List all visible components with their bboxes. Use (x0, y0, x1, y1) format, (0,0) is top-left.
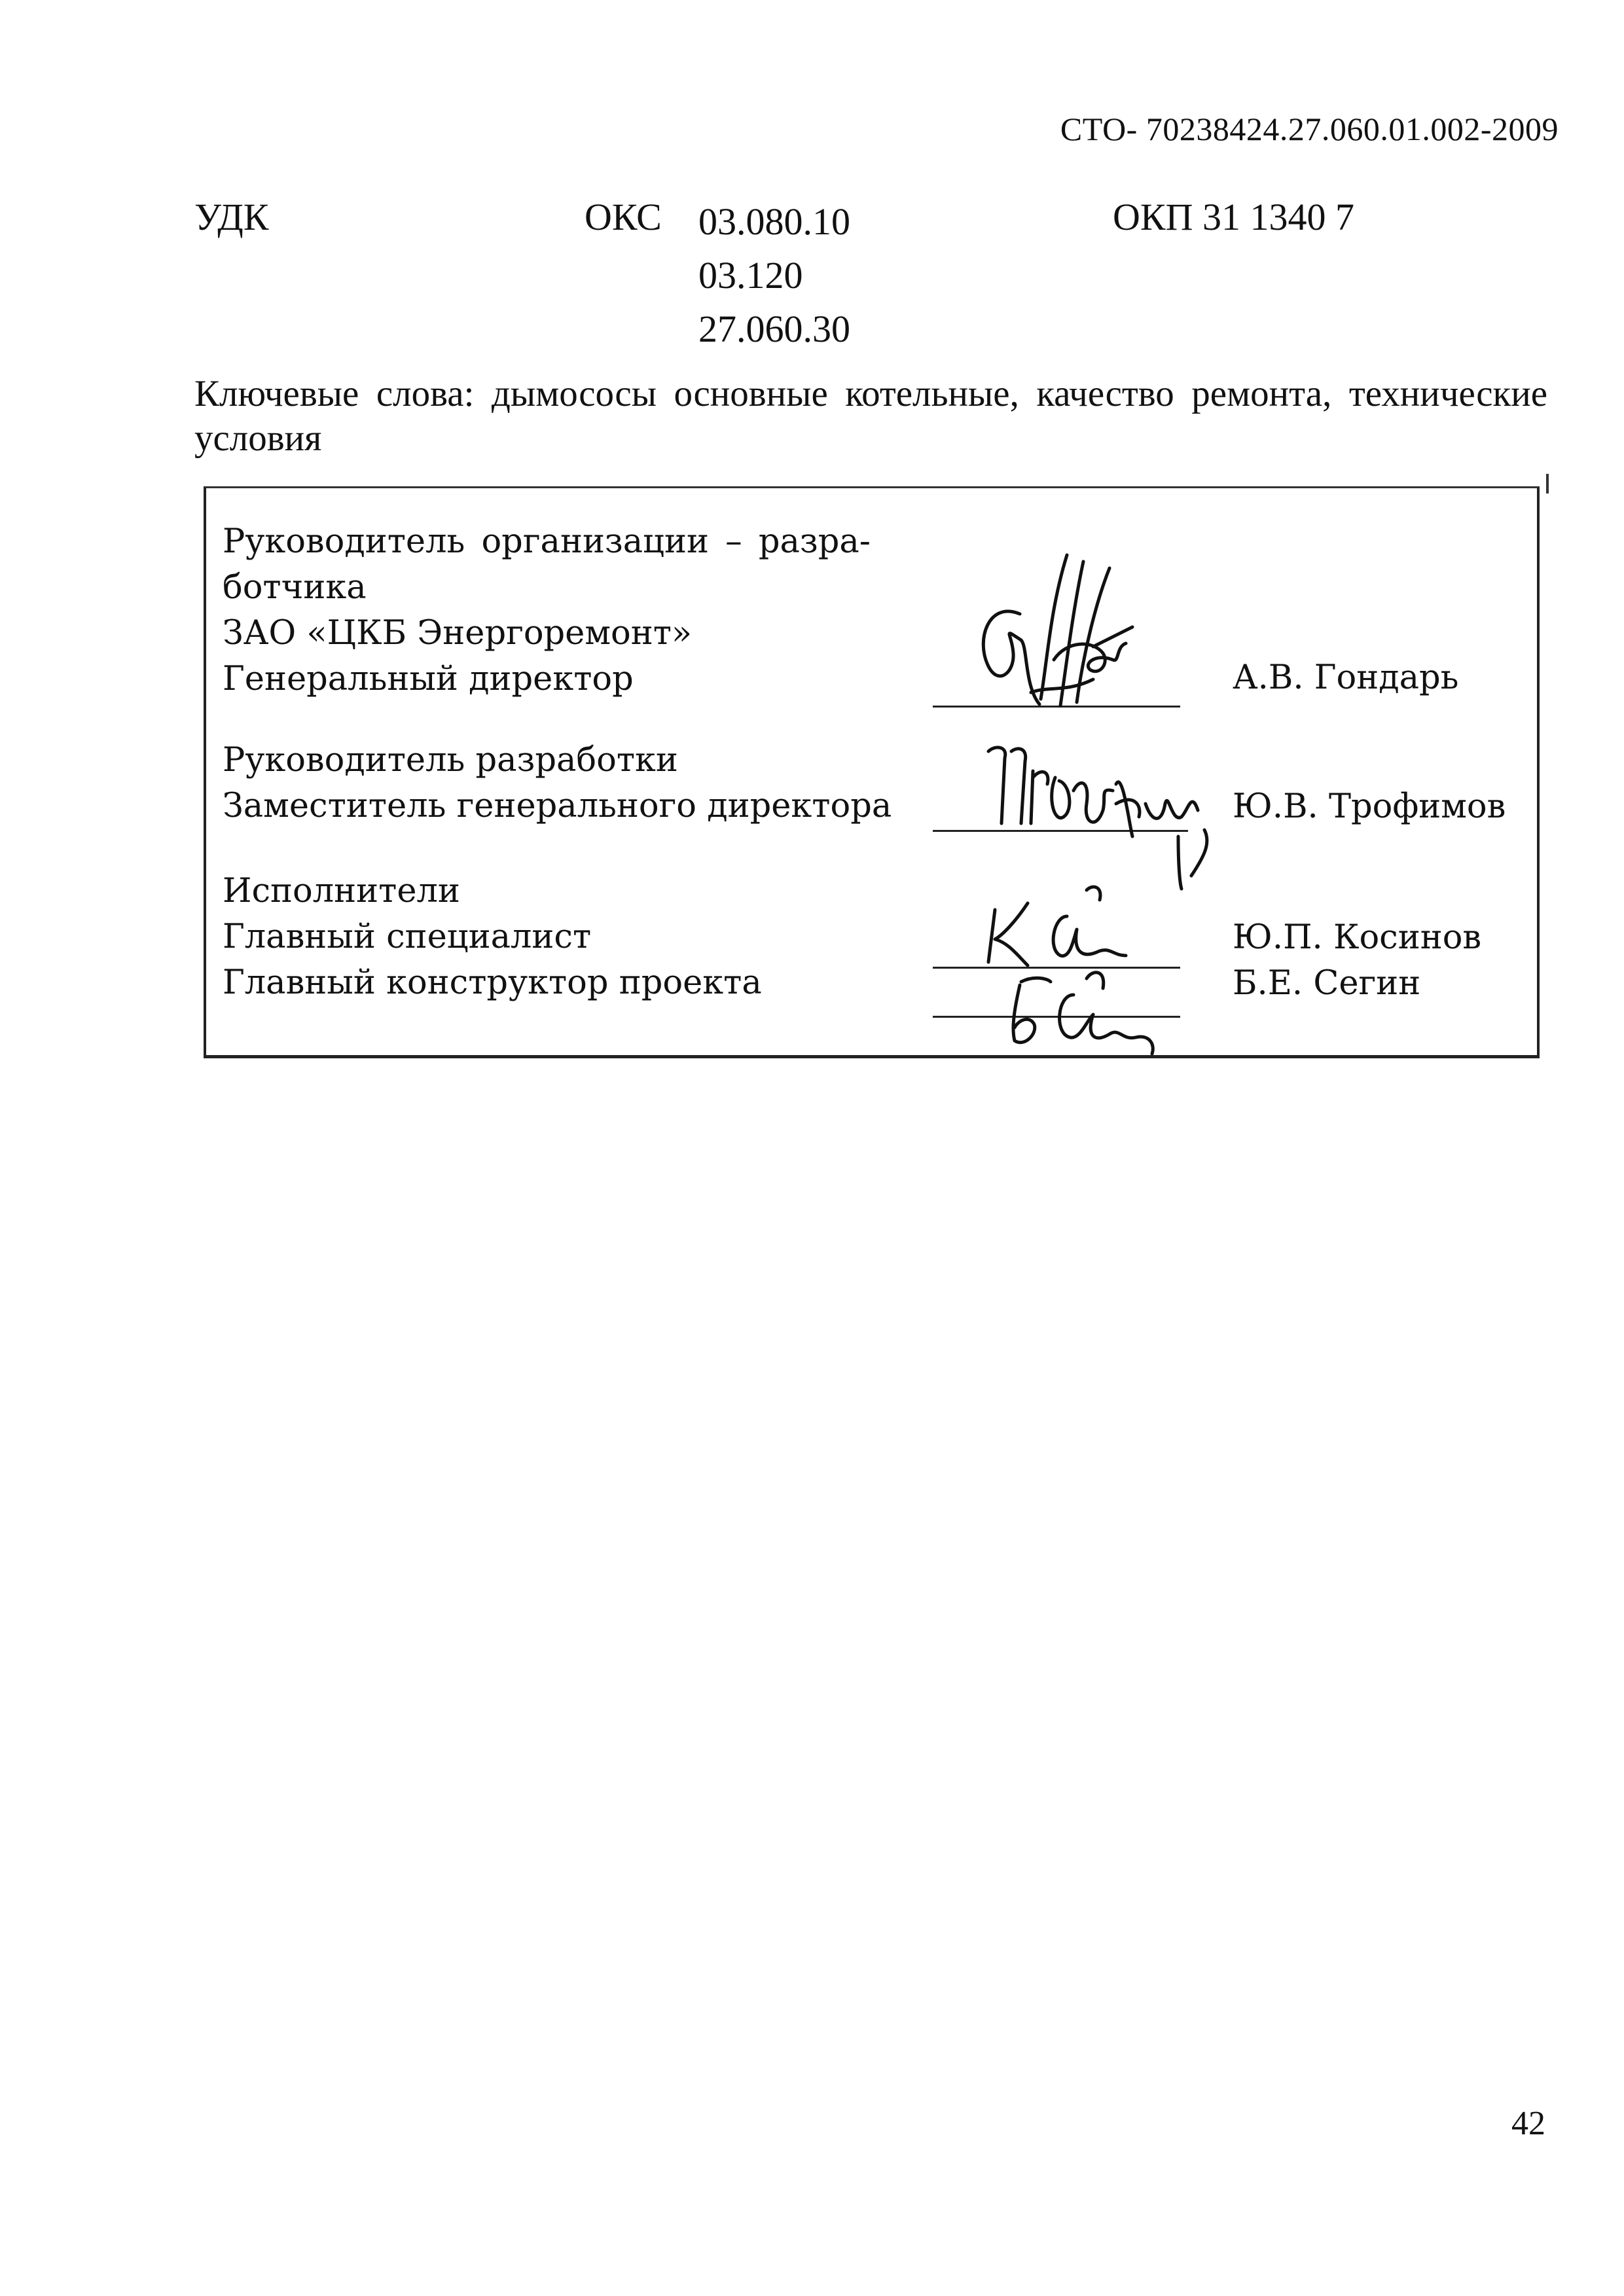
developer-head-role (223, 519, 871, 702)
oks-code: 03.080.10 (698, 200, 850, 243)
role-line: Заместитель генерального директора (223, 787, 892, 825)
signature-kosinov (982, 877, 1191, 975)
role-line: Руководитель разработки (223, 741, 678, 780)
keywords (194, 372, 1547, 461)
name-segin: Б.Е. Сегин (1233, 964, 1421, 1003)
oks-label: ОКС (585, 196, 662, 238)
keywords-line: условия (194, 418, 322, 459)
role-line: ботчика (223, 568, 367, 607)
development-head-role (223, 738, 892, 829)
name-trofimov: Ю.В. Трофимов (1233, 787, 1506, 826)
oks-codes (698, 195, 850, 356)
name-gondar: А.В. Гондарь (1233, 658, 1459, 697)
role-line: Исполнители (223, 872, 460, 910)
role-line: ЗАО «ЦКБ Энергоремонт» (223, 614, 693, 653)
role-line: Главный специалист (223, 918, 592, 956)
okp-code: ОКП 31 1340 7 (1113, 196, 1354, 238)
document-code: СТО- 70238424.27.060.01.002-2009 (1060, 111, 1559, 147)
keywords-line: Ключевые слова: дымососы основные котельные, качество ремонта, технические (194, 373, 1547, 414)
role-line: Руководитель организации – разра- (223, 522, 871, 561)
udk-label: УДК (194, 196, 269, 238)
role-line: Генеральный директор (223, 660, 634, 698)
oks-code: 27.060.30 (698, 308, 850, 350)
name-kosinov: Ю.П. Косинов (1233, 918, 1482, 957)
page-number: 42 (1511, 2105, 1545, 2142)
signature-trofimov (982, 732, 1257, 895)
oks-code: 03.120 (698, 254, 803, 296)
executors-role (223, 869, 762, 1006)
signature-segin (988, 962, 1198, 1060)
signature-gondar (962, 529, 1178, 725)
role-line: Главный конструктор проекта (223, 963, 762, 1002)
